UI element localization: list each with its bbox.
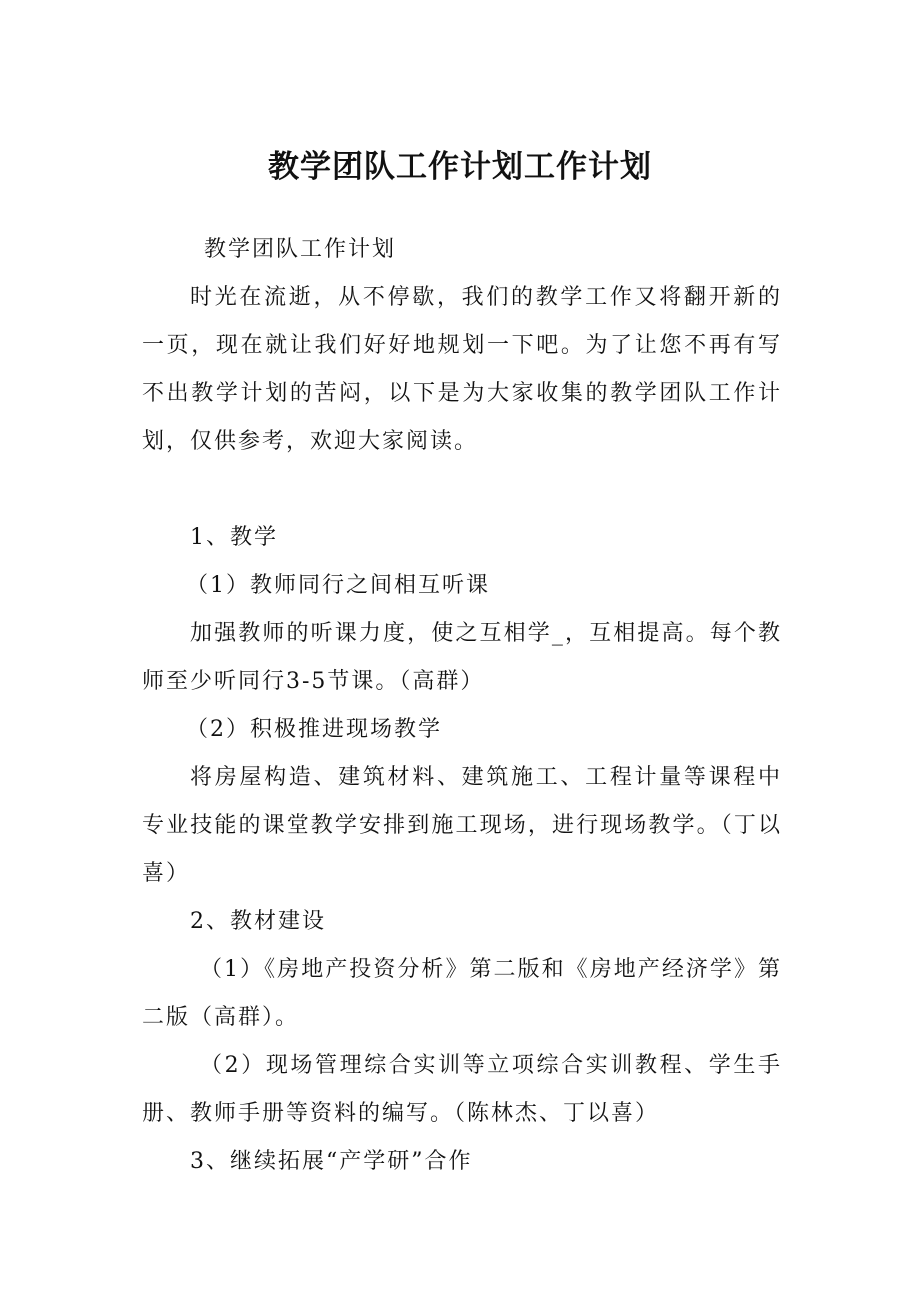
item-text-peer-observation: 加强教师的听课力度，使之互相学_，互相提高。每个教师至少听同行3-5节课。（高群）	[142, 621, 782, 694]
section-heading-cooperation: 3、继续拓展“产学研”合作	[190, 1149, 473, 1174]
section-heading-textbooks: 2、教材建设	[190, 909, 326, 934]
item-text-onsite-teaching: 将房屋构造、建筑材料、建筑施工、工程计量等课程中专业技能的课堂教学安排到施工现场，进行现场教学。（丁以喜）	[142, 765, 782, 886]
intro-paragraph: 时光在流逝，从不停歇，我们的教学工作又将翻开新的一页，现在就让我们好好地规划一下吧。为了让您不再有写不出教学计划的苦闷，以下是为大家收集的教学团队工作计划，仅供参考，欢迎大家阅读。	[142, 285, 782, 454]
section-heading-teaching: 1、教学	[190, 525, 278, 550]
document-subtitle: 教学团队工作计划	[204, 237, 397, 262]
textbook-item-1: （1）《房地产投资分析》第二版和《房地产经济学》第二版（高群）。	[142, 957, 782, 1030]
paragraph-gap	[142, 466, 782, 514]
document-body	[142, 226, 782, 1186]
item-heading-peer-observation: （1）教师同行之间相互听课	[186, 573, 490, 598]
textbook-item-2: （2）现场管理综合实训等立项综合实训教程、学生手册、教师手册等资料的编写。（陈林杰、丁以喜）	[142, 1053, 782, 1126]
item-heading-onsite-teaching: （2）积极推进现场教学	[186, 717, 442, 742]
document-title: 教学团队工作计划工作计划	[268, 149, 652, 185]
